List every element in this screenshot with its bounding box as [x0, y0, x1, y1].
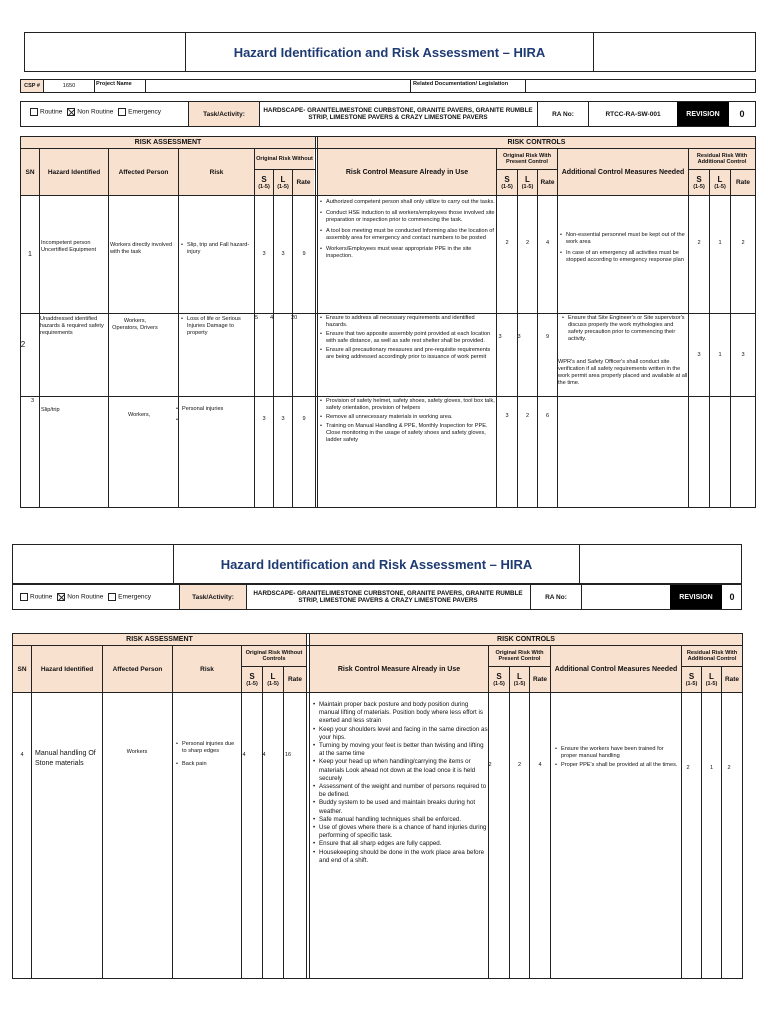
row-rs: 3 — [697, 351, 701, 358]
non-routine-checkbox[interactable] — [67, 108, 75, 116]
row-s: 4 — [242, 752, 246, 758]
col-rate-2: Rate — [284, 667, 306, 692]
risk-assessment-heading: RISK ASSESSMENT — [21, 137, 315, 148]
col-risk: Risk — [179, 149, 254, 195]
row-s: 3 — [262, 415, 266, 422]
row-additional-note: WPR's and Safety Officer's shall conduct site verification if all safety requirements written in the work permit area properly placed and available at all the time. — [558, 359, 688, 386]
row-hazard: Unaddressed identified hazards & required safety requirements — [40, 316, 104, 336]
col-orig-with: Original Risk With Present Control — [497, 149, 557, 169]
emergency-checkbox[interactable] — [118, 108, 126, 116]
row-affected: Workers, — [128, 412, 151, 418]
col-rrate-2: Rate — [722, 667, 742, 692]
row-s: 3 — [262, 251, 266, 257]
row-sn: 3 — [31, 398, 35, 404]
task-value: HARDSCAPE- GRANITELIMESTONE CURBSTONE, GRANITE PAVERS, GRANITE RUMBLE STRIP, LIMESTONE PAVERS & CRAZY LIMESTONE PAVERS — [263, 107, 533, 121]
row-affected: Workers, Operators, Drivers — [112, 318, 158, 331]
col-orig-with-2: Original Risk With Present Control — [489, 646, 550, 666]
row-l: 4 — [270, 315, 274, 321]
ra-label: RA No: — [552, 110, 574, 118]
row-risk: • Personal injuries due to sharp edges • Back pain — [176, 741, 240, 770]
row-ps: 2 — [505, 240, 509, 246]
emergency-label: Emergency — [128, 108, 162, 116]
row-sn: 2 — [20, 339, 26, 349]
ra-label-2: RA No: — [545, 593, 567, 601]
col-sn: SN — [21, 149, 39, 195]
col-additional: Additional Control Measures Needed — [558, 149, 688, 195]
col-rrate: Rate — [731, 170, 755, 195]
col-prate: Rate — [538, 170, 557, 195]
routine-checkbox[interactable] — [30, 108, 38, 116]
col-s-2: S (1-5) — [242, 667, 262, 692]
row-prate: 4 — [545, 240, 550, 246]
row-prate: 6 — [545, 412, 550, 419]
emergency-label: Emergency — [118, 593, 152, 601]
row-rrate: 2 — [727, 764, 731, 771]
row-additional: • Non-essential personnel must be kept out of the work area • In case of an emergency all activities must be stopped according to emergency response plan — [560, 232, 687, 266]
revision-label-2: REVISION — [670, 585, 722, 609]
col-l: L (1-5) — [274, 170, 292, 195]
emergency-checkbox[interactable] — [108, 593, 116, 601]
row-rate: 16 — [284, 752, 292, 758]
row-sn: 4 — [20, 752, 24, 758]
row-l: 3 — [281, 251, 285, 257]
col-sn-2: SN — [13, 646, 31, 692]
col-affected-2: Affected Person — [103, 646, 172, 692]
row-rl: 1 — [718, 351, 722, 358]
row-rs: 2 — [697, 240, 701, 246]
row-rl: 1 — [718, 240, 722, 246]
row-ps: 3 — [505, 412, 509, 419]
col-control-measure-2: Risk Control Measure Already in Use — [310, 646, 488, 692]
related-doc-label: Related Documentation/ Legislation — [413, 81, 509, 87]
col-rl-2: L (1-5) — [702, 667, 721, 692]
row-ps: 3 — [498, 333, 502, 340]
revision-label: REVISION — [677, 102, 729, 126]
routine-options — [30, 108, 161, 116]
revision-value-2: 0 — [729, 592, 735, 602]
risk-assessment-heading-2: RISK ASSESSMENT — [13, 634, 306, 645]
csp-value: 1650 — [62, 82, 76, 89]
col-prate-2: Rate — [530, 667, 550, 692]
revision-value: 0 — [739, 109, 745, 119]
row-controls: • Provision of safety helmet, safety shoes, safety gloves, tool box talk, safety orientation, provision of helpers • Remove all unnecessary materials in working area. • Training on Manual Handling & PPE, Monthly Inspection for PPE. Close monitoring in the usage of safety shoes and safety gloves, ladder safety — [320, 398, 495, 446]
risk-controls-heading-2: RISK CONTROLS — [310, 634, 742, 645]
project-name-label: Project Name — [96, 81, 132, 87]
non-routine-label: Non Routine — [67, 593, 104, 601]
page-title-2: Hazard Identification and Risk Assessment – HIRA — [220, 556, 533, 572]
col-affected: Affected Person — [109, 149, 178, 195]
row-additional: • Ensure that Site Engineer's or Site supervisor's discuss properly the work mythologies and safety precaution prior to commencing their activity. — [562, 315, 687, 345]
col-rl: L (1-5) — [710, 170, 730, 195]
routine-label: Routine — [30, 593, 53, 601]
row-rl: 1 — [709, 764, 714, 771]
row-pl: 2 — [525, 240, 530, 246]
row-rs: 2 — [686, 764, 690, 771]
ra-value: RTCC-RA-SW-001 — [605, 110, 661, 118]
col-orig-without: Original Risk Without — [255, 149, 314, 169]
row-pl: 3 — [517, 333, 521, 340]
row-l: 3 — [281, 415, 285, 422]
col-ps: S (1-5) — [497, 170, 517, 195]
row-ps: 2 — [488, 762, 492, 768]
risk-controls-heading: RISK CONTROLS — [318, 137, 755, 148]
row-rate: 9 — [302, 415, 306, 422]
task-value-2: HARDSCAPE- GRANITELIMESTONE CURBSTONE, GRANITE PAVERS, GRANITE RUMBLE STRIP, LIMESTONE PAVERS & CRAZY LIMESTONE PAVERS — [253, 590, 523, 604]
row-rrate: 3 — [741, 351, 745, 358]
row-hazard: Slip/trip — [41, 407, 60, 413]
row-risk: • Slip, trip and Fall hazard-injury — [181, 242, 253, 258]
non-routine-checkbox[interactable] — [57, 593, 65, 601]
col-s: S (1-5) — [255, 170, 273, 195]
col-rs: S (1-5) — [689, 170, 709, 195]
csp-label: CSP # — [21, 80, 43, 92]
row-sn: 1 — [28, 251, 32, 258]
row-controls: • Authorized competent person shall only utilize to carry out the tasks. • Conduct HSE induction to all workers/employees those involved site preparation or inspection prior to commencing the task. • A tool box meeting must be conducted Informing also the location of assembly area for emergency and contact numbers to be posted • Workers/Employees must wear appropriate PPE in the site inspection. — [320, 199, 495, 262]
col-additional-2: Additional Control Measures Needed — [551, 646, 681, 692]
row-additional: • Ensure the workers have been trained for proper manual handling • Proper PPE's shall be provided at all the times. — [555, 746, 680, 771]
col-rate: Rate — [293, 170, 314, 195]
row-s: 5 — [255, 315, 259, 321]
col-l-2: L (1-5) — [263, 667, 283, 692]
row-affected: Workers directly involved with the task — [110, 242, 173, 255]
row-pl: 2 — [525, 412, 530, 419]
row-prate: 9 — [545, 333, 550, 340]
routine-checkbox[interactable] — [20, 593, 28, 601]
col-hazard: Hazard Identified — [40, 149, 108, 195]
row-risk: • Personal injuries — [176, 406, 252, 417]
row-prate: 4 — [538, 762, 542, 768]
row-hazard: Incompetent person Uncertified Equipment — [41, 240, 97, 253]
row-rate: 20 — [291, 315, 298, 321]
col-control-measure: Risk Control Measure Already in Use — [318, 149, 496, 195]
row-risk: • Loss of life or Serious Injuries Damage to property — [181, 316, 253, 339]
routine-options-2 — [20, 593, 151, 601]
col-pl-2: L (1-5) — [510, 667, 529, 692]
non-routine-label: Non Routine — [77, 108, 114, 116]
row-controls: • Ensure to address all necessary requirements and identified hazards. • Ensure that two apposite assembly point provided at each location with safe distance, as well as safe rest shelter shall be provided. • Ensure all precautionary measures and pre-requisite requirements are being addressed accordingly prior to issuance of work permit — [320, 315, 495, 363]
row-pl: 2 — [517, 762, 522, 768]
task-label-2: Task/Activity: — [180, 585, 246, 609]
col-pl: L (1-5) — [518, 170, 537, 195]
row-hazard: Manual handling Of Stone materials — [35, 750, 96, 767]
row-rate: 9 — [302, 251, 306, 257]
col-risk-2: Risk — [173, 646, 241, 692]
col-residual-2: Residual Risk With Additional Control — [682, 646, 742, 666]
page-title: Hazard Identification and Risk Assessment – HIRA — [233, 44, 546, 60]
row-affected: Workers — [126, 749, 148, 755]
col-residual: Residual Risk With Additional Control — [689, 149, 755, 169]
col-orig-without-2: Original Risk Without Controls — [242, 646, 306, 666]
col-rs-2: S (1-5) — [682, 667, 701, 692]
row-controls: • Maintain proper back posture and body position during manual lifting of materials. Position body where less effort is exerted and less strain • Keep your shoulders level and facing in the same direction as your hips. • Turning by moving your feet is better than twisting and lifting at the same time • Keep your head up when handling/carrying the items or materials Look ahead not down at the load once it is held securely • Assessment of the weight and number of persons required to be defined. • Buddy system to be used and maintain breaks during hot weather. • Safe manual handling techniques shall be enforced. • Use of gloves where there is a chance of hand injuries during performing of specific task. • Ensure that all sharp edges are fully capped. • Housekeeping should be done in the work place area before and end of a shift. — [313, 701, 488, 865]
row-l: 4 — [262, 752, 266, 758]
task-label: Task/Activity: — [189, 102, 259, 126]
col-ps-2: S (1-5) — [489, 667, 509, 692]
row-rrate: 2 — [741, 240, 745, 246]
col-hazard-2: Hazard Identified — [32, 646, 102, 692]
routine-label: Routine — [40, 108, 63, 116]
